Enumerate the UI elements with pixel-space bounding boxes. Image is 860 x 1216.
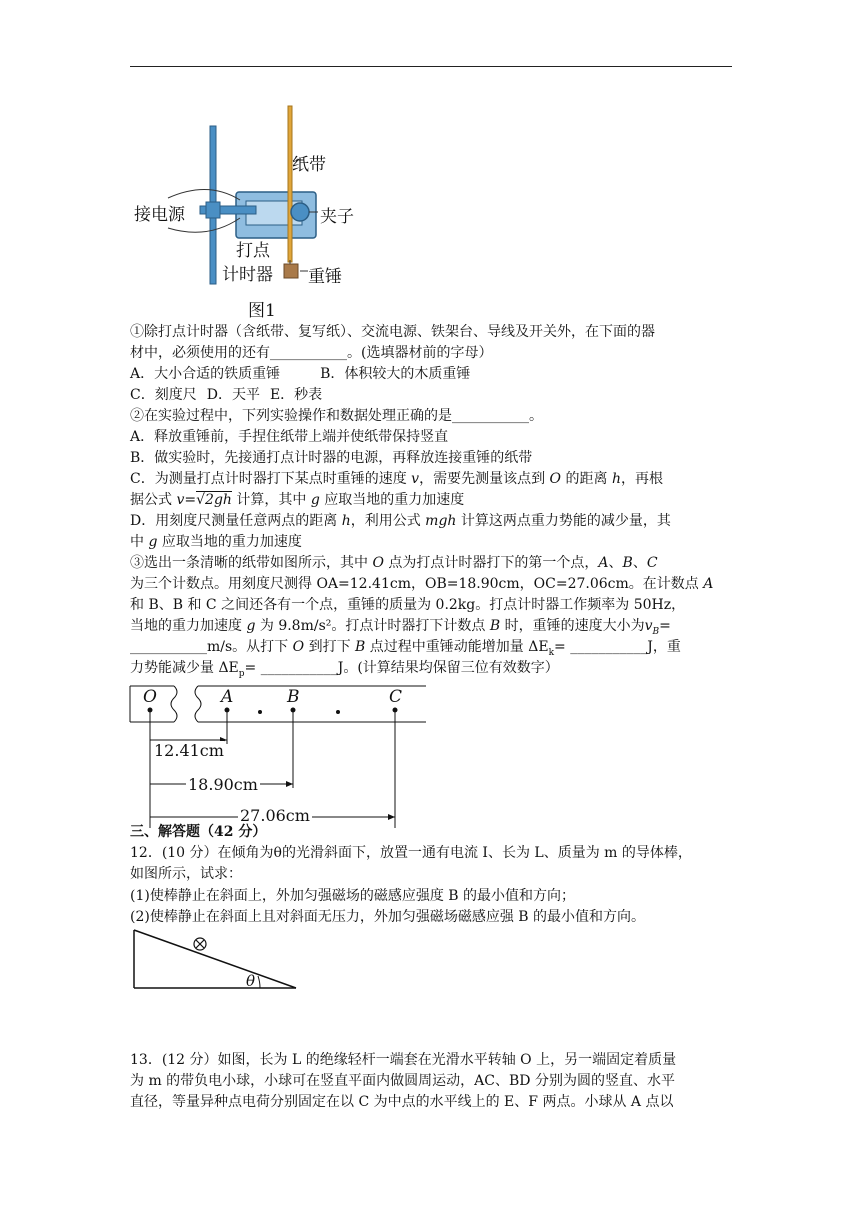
figure-1-caption: 图1	[248, 301, 276, 321]
label-weight: 重锤	[308, 267, 342, 287]
tape-label-b: B	[287, 687, 300, 707]
q11-options-row1	[130, 364, 470, 384]
q11-p3-d: 当地的重力加速度 g 为 9.8m/s²。打点计时器打下计数点 B 时，重锤的速度大小为$v_B=$	[130, 618, 671, 637]
option-e: E．秒表	[269, 387, 323, 403]
option-a: A．大小合适的铁质重锤	[130, 366, 281, 382]
q11-p3-f: 力势能减少量 $\Delta E_p=$ ___________J。(计算结果均保留三位有效数字）	[130, 660, 559, 679]
q12-line-1: 12．(10 分）在倾角为θ的光滑斜面下，放置一通有电流 I、长为 L、质量为 m 的导体棒，	[130, 845, 692, 861]
q13-line-3: 直径，等量异种点电荷分别固定在以 C 为中点的水平线上的 E、F 两点。小球从 A 点以	[130, 1094, 674, 1110]
theta-label: θ	[246, 972, 256, 990]
weight-icon	[284, 264, 298, 278]
incline-figure	[132, 926, 302, 994]
q11-p3-a: ③选出一条清晰的纸带如图所示，其中 O 点为打点计时器打下的第一个点，A、B、C	[130, 555, 658, 571]
dim-label-ob: 18.90cm	[188, 775, 258, 794]
label-timer-2: 计时器	[222, 265, 273, 285]
tape-break-left	[171, 686, 177, 722]
q11-p2-c1: C．为测量打点计时器打下某点时重锤的速度 v，需要先测量该点到 O 的距离 h，再根	[130, 471, 663, 487]
q11-p2-b: B．做实验时，先接通打点计时器的电源，再释放连接重锤的纸带	[130, 450, 533, 466]
q11-p1b: 材中，必须使用的还有___________。(选填器材前的字母）	[130, 345, 493, 361]
q11-options-row2	[130, 385, 322, 405]
label-clamp: 夹子	[320, 207, 354, 227]
tape-label-c: C	[389, 687, 403, 707]
q11-p3-e: ___________m/s。从打下 O 到打下 B 点过程中重锤动能增加量 $\Delta E_k=$ ___________J，重	[130, 639, 681, 658]
dim-label-oc: 27.06cm	[240, 806, 310, 825]
clamp-icon	[291, 203, 309, 221]
q12-line-4: (2)使棒静止在斜面上且对斜面无压力，外加匀强磁场磁感应强 B 的最小值和方向。	[130, 909, 646, 925]
q11-p2-d1: D．用刻度尺测量任意两点的距离 h，利用公式 mgh 计算这两点重力势能的减少量，其	[130, 513, 671, 529]
label-power: 接电源	[134, 205, 185, 225]
q11-p2-a: A．释放重锤前，手捏住纸带上端并使纸带保持竖直	[130, 429, 449, 445]
angle-arc	[258, 976, 260, 988]
dim-label-oa: 12.41cm	[154, 741, 224, 760]
q11-p2: ②在实验过程中，下列实验操作和数据处理正确的是___________。	[130, 408, 543, 424]
q13-line-1: 13．(12 分）如图，长为 L 的绝缘轻杆一端套在光滑水平转轴 O 上，另一端固定着质量	[130, 1052, 677, 1068]
q12-line-3: (1)使棒静止在斜面上，外加匀强磁场的磁感应强度 B 的最小值和方向；	[130, 888, 576, 904]
q11-p2-d2: 中 g 应取当地的重力加速度	[130, 534, 302, 550]
point-mid-2	[336, 710, 340, 714]
q13-line-2: 为 m 的带负电小球，小球可在竖直平面内做圆周运动，AC、BD 分别为圆的竖直、水平	[130, 1073, 675, 1089]
stand-clamp	[206, 202, 220, 218]
point-mid-1	[258, 710, 262, 714]
q12-line-2: 如图所示，试求：	[130, 866, 242, 882]
paper-tape	[288, 106, 292, 262]
power-wire	[168, 189, 240, 200]
q11-p3-c: 和 B、B 和 C 之间还各有一个点，重锤的质量为 0.2kg。打点计时器工作频率为 50Hz，	[130, 597, 686, 613]
tape-break-right	[195, 686, 201, 722]
q11-p2-c2: 据公式 v=√2gh 计算，其中 g 应取当地的重力加速度	[130, 492, 465, 508]
option-b: B．体积较大的木质重锤	[320, 366, 471, 382]
tape-label-a: A	[221, 687, 234, 707]
option-c: C．刻度尺	[130, 387, 197, 403]
header-rule	[130, 66, 732, 67]
label-tape: 纸带	[292, 155, 326, 175]
option-d: D．天平	[206, 387, 260, 403]
q11-p1a: ①除打点计时器（含纸带、复写纸）、交流电源、铁架台、导线及开关外，在下面的器	[130, 324, 655, 340]
q11-p3-b: 为三个计数点。用刻度尺测得 OA=12.41cm，OB=18.90cm，OC=27.06cm。在计数点 A	[130, 576, 714, 592]
label-timer-1: 打点	[236, 241, 270, 261]
tape-label-o: O	[143, 687, 157, 707]
section-3-title: 三、解答题（42 分）	[130, 824, 267, 840]
incline-slope	[134, 930, 296, 988]
